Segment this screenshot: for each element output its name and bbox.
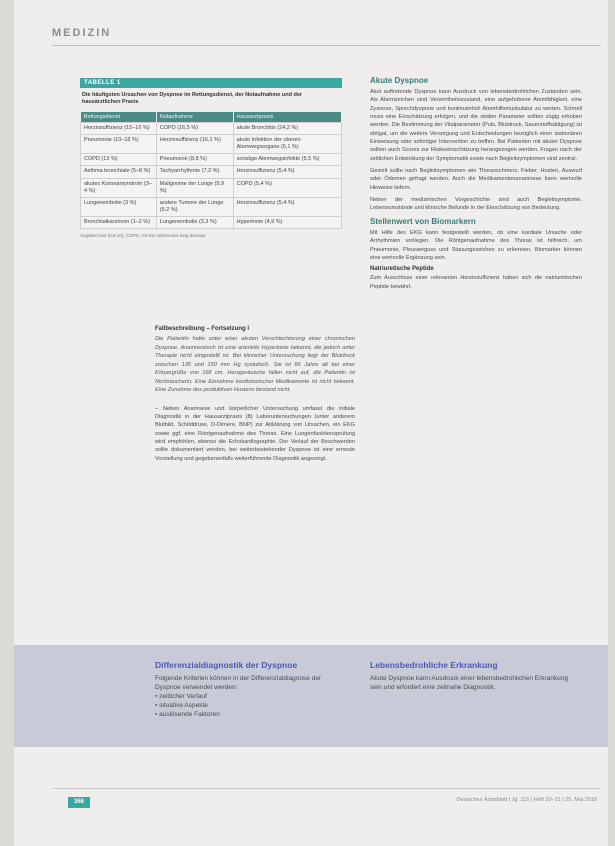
table-cell: akute Infektion der oberen Atemwegsorgane (5,1 %): [233, 134, 341, 153]
table-cell: Herzinsuffizienz (5,4 %): [233, 166, 341, 178]
table-cell: akutes Koronarsyndrom (3–4 %): [81, 178, 157, 197]
left-column: [155, 326, 355, 467]
table-cell: Pneumonie (10–18 %): [81, 134, 157, 153]
table-cell: Herzinsuffizienz (16,1 %): [156, 134, 233, 153]
table-cell: Malignome der Lunge (5,9 %): [156, 178, 233, 197]
table-cell: Herzinsuffizienz (15–16 %): [81, 122, 157, 134]
table-cell: sonstige Atemwegsinfekte (5,5 %): [233, 154, 341, 166]
table-row: [81, 122, 342, 134]
paragraph: Akut auftretende Dyspnoe kann Ausdruck von lebensbedrohlichen Zuständen sein. Als Alarmzeichen sind Verwirrtheitszustand, eine aufgehobene Atemfähigkeit, eine Zyanose, Sprechdyspnoe und kontinuierlich Atemhilfsmuskulatur zu werten. Schnell muss eine Einschätzung erfolgen, und die vitalen Parameter sollten zügig erhoben werden. Die Bestimmung der Vitalparameter (Puls, Blutdruck, Sauerstoffsättigung) ist obligat, um die weitere Versorgung und Entscheidungen bezüglich einer stationären Einweisung oder sofortiger Intervention zu treffen. Bei Patienten mit akuter Dyspnoe sollten auch Scores zur Risikoeinschätzung herangezogen werden. Fragen nach der zeitlichen Entwicklung der Symptomatik sowie nach Begleitsymptomen sind zentral.: [370, 89, 582, 162]
journal-citation: Deutsches Ärzteblatt | Jg. 115 | Heft 20–21 | 25. Mai 2018: [456, 797, 597, 803]
section-label: MEDIZIN: [52, 27, 112, 39]
life-threatening-box: [370, 660, 580, 692]
table-header-row: [81, 112, 342, 123]
table-label: TABELLE 1: [80, 78, 342, 88]
table-cell: COPD (16,5 %): [156, 122, 233, 134]
box-text: Akute Dyspnoe kann Ausdruck einer lebensbedrohlichen Erkrankung sein und erfordert eine zeitnahe Diagnostik.: [370, 675, 569, 691]
col-header-rettungsdienst: Rettungsdienst: [81, 112, 157, 123]
table-cell: COPD (5,4 %): [233, 178, 341, 197]
table-row: [81, 134, 342, 153]
box-title: Differenzialdiagnostik der Dyspnoe: [155, 660, 298, 670]
col-header-notaufnahme: Notaufnahme: [156, 112, 233, 123]
causes-table-box: [80, 78, 342, 238]
causes-table: [80, 112, 342, 229]
col-header-hausarztpraxis: Hausarztpraxis: [233, 112, 341, 123]
table-row: [81, 178, 342, 197]
paragraph: – Neben Anamnese und körperlicher Untersuchung umfasst die initiale Diagnostik in der Hausarztpraxis (8) Laboruntersuchungen (unter anderem Blutbild, Schilddrüse, D-Dimere, BNP) zur Abklärung von Ursachen, ein EKG sowie ggf. eine Röntgenaufnahme des Thorax. Eine Lungenfunktionsprüfung wird empfohlen, ebenso die Echokardiographie. Der Verlauf der Beschwerden sollte dokumentiert werden, bei weiterbestehender Dyspnoe ist eine erneute Vorstellung und gegebenenfalls weiterführende Diagnostik angezeigt.: [155, 405, 355, 462]
table-row: [81, 197, 342, 216]
list-item: ▪ situative Aspekte: [155, 701, 345, 710]
right-column: [370, 76, 582, 295]
criteria-list: [155, 692, 345, 719]
list-item: ▪ zeitlicher Verlauf: [155, 692, 345, 701]
case-description: Die Patientin hatte unter einer akuten Verschlechterung einer chronischen Dyspnoe. Anamnestisch ist eine arterielle Hypertonie bekannt, die jedoch unter Therapie nicht eingestellt ist. Bei klinischer Untersuchung liegt der Blutdruck zwischen 135 und 150 mm Hg systolisch. Sie ist 86 Jahre alt bei einer Körpergröße von 168 cm. Herzgeräusche fallen nicht auf, die Patientin ist Nichtraucherin. Eine Einnahme kardiotoxischer Medikamente ist nicht bekannt. Eine Zunahme des produktiven Hustens bestand nicht.: [155, 336, 355, 393]
box-title: Lebensbedrohliche Erkrankung: [370, 660, 498, 670]
paragraph: Gezielt sollte nach Begleitsymptomen wie Thoraxschmerz, Fieber, Husten, Auswurf oder Ödemen gefragt werden. Auch die Medikamentenanamnese kann wertvolle Hinweise liefern.: [370, 168, 582, 191]
table-cell: Bronchialkarzinom (1–2 %): [81, 217, 157, 229]
heading-natriuretische-peptide: Natriuretische Peptide: [370, 266, 434, 273]
table-cell: Herzinsuffizienz (5,4 %): [233, 197, 341, 216]
table-row: [81, 166, 342, 178]
heading-biomarker: Stellenwert von Biomarkern: [370, 216, 476, 226]
paragraph: Zum Ausschluss einer relevanten Herzinsuffizienz haben sich die natriuretischen Peptide bewährt.: [370, 275, 582, 290]
top-divider: [52, 45, 601, 46]
table-cell: Hypertonie (4,9 %): [233, 217, 341, 229]
table-cell: COPD (13 %): [81, 154, 157, 166]
table-cell: andere Tumore der Lunge (5,2 %): [156, 197, 233, 216]
table-footnote: Angaben laut (8,9,10); COPD, chronic obstructive lung disease: [80, 233, 206, 239]
table-cell: Asthma bronchiale (5–8 %): [81, 166, 157, 178]
box-intro: Folgende Kriterien können in der Differenzialdiagnose der Dyspnoe verwendet werden:: [155, 675, 322, 691]
paragraph: Neben der medizinischen Vorgeschichte sind auch Begleitsymptome, Lebensumstände und klinische Befunde in der Einschätzung von Bedeutung.: [370, 197, 582, 212]
table-cell: Lungenembolie (3,3 %): [156, 217, 233, 229]
table-cell: akute Bronchitis (24,2 %): [233, 122, 341, 134]
differential-diagnosis-box: [155, 660, 345, 719]
heading-akute-dyspnoe: Akute Dyspnoe: [370, 76, 429, 85]
footer-divider: [52, 788, 601, 789]
table-cell: Lungenembolie (3 %): [81, 197, 157, 216]
table-caption: Die häufigsten Ursachen von Dyspnoe im Rettungsdienst, der Notaufnahme und der hausärztlichen Praxis: [82, 92, 303, 106]
table-row: [81, 217, 342, 229]
paragraph: Mit Hilfe des EKG kann festgestellt werden, ob eine kardiale Ursache oder Arrhythmien vorliegen. Die Röntgenaufnahme des Thorax ist hilfreich, um Pneumonie, Pleuraerguss und Stauungszeichen zu erkennen. Biomarker können eine wertvolle Ergänzung sein.: [370, 229, 582, 261]
page-number: 366: [68, 797, 90, 808]
case-heading: Fallbeschreibung – Fortsetzung I: [155, 326, 250, 332]
table-cell: Tachyarrhythmie (7,2 %): [156, 166, 233, 178]
table-cell: Pneumonie (8,8 %): [156, 154, 233, 166]
table-row: [81, 154, 342, 166]
list-item: ▪ auslösende Faktoren: [155, 710, 345, 719]
